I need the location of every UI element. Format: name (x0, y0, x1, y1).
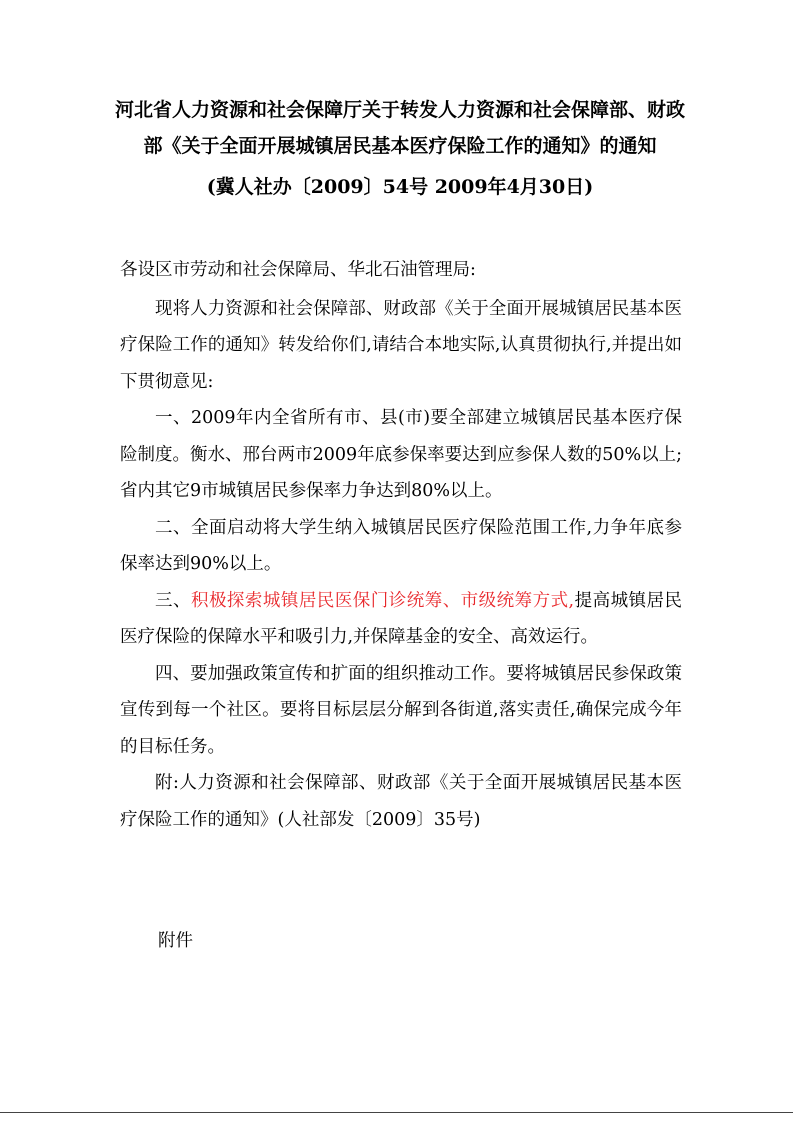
point-four: 四、要加强政策宣传和扩面的组织推动工作。要将城镇居民参保政策宣传到每一个社区。要将目标层层分解到各街道,落实责任,确保完成今年的目标任务。 (120, 663, 682, 757)
point-one: 一、2009年内全省所有市、县(市)要全部建立城镇居民基本医疗保险制度。衡水、邢台两市2009年底参保率要达到应参保人数的50%以上;省内其它9市城镇居民参保率力争达到80%以上。 (120, 408, 682, 501)
title-line-2: 部《关于全面开展城镇居民基本医疗保险工作的通知》的通知 (143, 135, 657, 157)
intro-paragraph: 现将人力资源和社会保障部、财政部《关于全面开展城镇居民基本医疗保险工作的通知》转发给你们,请结合本地实际,认真贯彻执行,并提出如下贯彻意见: (120, 298, 682, 392)
addressee: 各设区市劳动和社会保障局、华北石油管理局: (120, 260, 476, 280)
document-body (120, 252, 682, 838)
page-bottom-rule (0, 1112, 793, 1113)
point-two: 二、全面启动将大学生纳入城镇居民医疗保险范围工作,力争年底参保率达到90%以上。 (120, 517, 682, 574)
appendix-note: 附:人力资源和社会保障部、财政部《关于全面开展城镇居民基本医疗保险工作的通知》(人社部发〔2009〕35号) (120, 773, 682, 830)
document-number: (冀人社办〔2009〕54号 2009年4月30日) (206, 176, 594, 198)
title-line-1: 河北省人力资源和社会保障厅关于转发人力资源和社会保障部、财政 (114, 99, 685, 121)
attachment-label: 附件 (158, 931, 193, 951)
point-three (120, 583, 682, 656)
point-three-rest: 提高城镇居民医疗保险的保障水平和吸引力,并保障基金的安全、高效运行。 (120, 590, 683, 647)
point-three-highlight: 积极探索城镇居民医保门诊统筹、市级统筹方式, (190, 590, 575, 611)
point-three-prefix: 三、 (155, 590, 191, 611)
document-title (100, 92, 700, 205)
